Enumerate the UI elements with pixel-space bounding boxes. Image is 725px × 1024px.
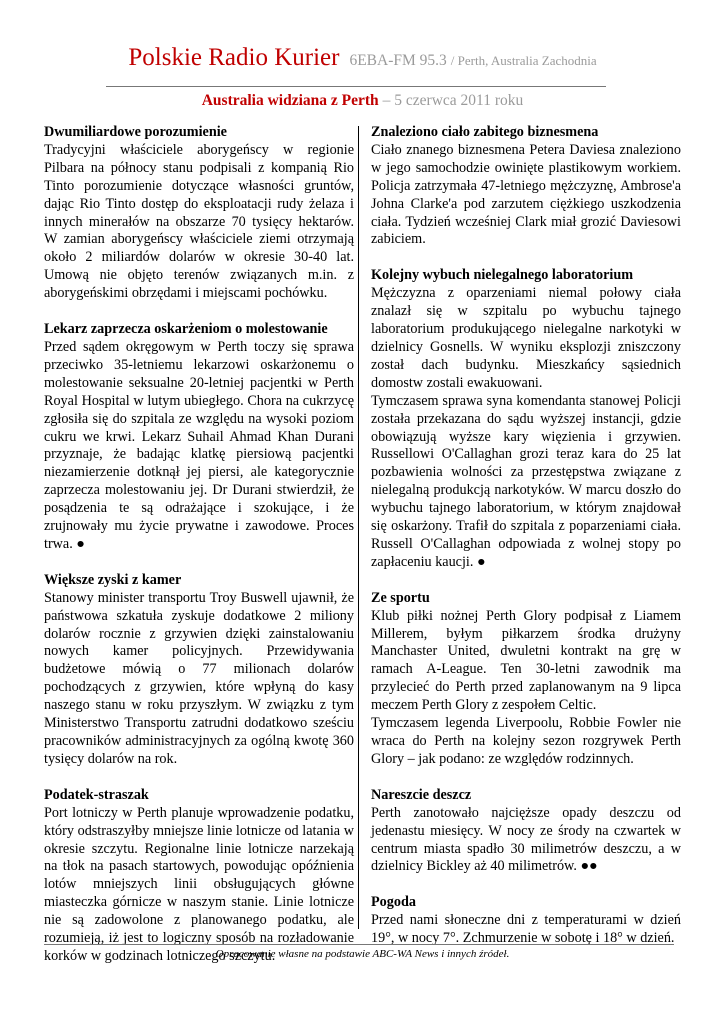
article (44, 321, 354, 554)
left-column (44, 124, 354, 984)
article-heading: Ze sportu (371, 589, 430, 606)
right-column (371, 124, 681, 966)
masthead-location: / Perth, Australia Zachodnia (450, 53, 597, 68)
article-paragraph: Tymczasem legenda Liverpoolu, Robbie Fowler nie wraca do Perth na kolejny sezon rozgrywek Perth Glory – jak podano: ze względów rodzinnych. (371, 715, 681, 767)
article (44, 124, 354, 303)
article (44, 787, 354, 966)
article (371, 124, 681, 249)
masthead (0, 44, 725, 72)
article-paragraph: Perth zanotowało najcięższe opady deszczu od jedenastu miesięcy. W nocy ze środy na czwartek w centrum miasta spadło 30 milimetrów deszczu, a w dzielnicy Bickley aż 40 milimetrów. ●● (371, 804, 681, 875)
header-divider (106, 86, 606, 87)
article-paragraph: Port lotniczy w Perth planuje wprowadzenie podatku, który odstraszyłby mniejsze linie lotnicze od latania w okresie szczytu. Regionalne linie lotnicze narzekają na tłok na pasach startowych, powodując opóźnienia lotów mniejszych linii obsługujących główne miasteczka górnicze w naszym stanie. Linie lotnicze nie są zadowolone z planowanego podatku, ale rozumieją, iż jest to logiczny sposób na rozładowanie korków w godzinach lotniczego szczytu. (44, 804, 354, 964)
article-paragraph: Ciało znanego biznesmena Petera Daviesa znaleziono w jego samochodzie owinięte plastikowym workiem. Policja zatrzymała 47-letniego mężczyznę, Ambrose'a Johna Clarke'a pod zarzutem ciężkiego uszkodzenia ciała. Tydzień wcześniej Clark miał grozić Daviesowi zabiciem. (371, 141, 681, 248)
article-paragraph: Przed sądem okręgowym w Perth toczy się sprawa przeciwko 35-letniemu lekarzowi oskarżonemu o molestowanie seksualne 20-letniej pacjentki w Perth Royal Hospital w lutym ubiegłego. Chora na cukrzycę zgłosiła się do szpitala ze względu na wysoki poziom cukru we krwi. Lekarz Suhail Ahmad Khan Durani przyznaje, że badając klatkę piersiową pacjentki niezamierzenie dotknął jej piersi, ale kategorycznie zaprzecza molestowaniu jej. Dr Durani stwierdził, że posądzenia te są odrażające i szokujące, i że zrujnowały mu życie prywatne i zawodowe. Proces trwa. ● (44, 338, 354, 552)
issue-date: – 5 czerwca 2011 roku (382, 92, 524, 109)
article-heading: Podatek-straszak (44, 786, 149, 803)
masthead-station: 6EBA-FM 95.3 (349, 52, 447, 69)
article-paragraph: Stanowy minister transportu Troy Buswell ujawnił, że państwowa szkatuła zyskuje dodatkowe 2 miliony dolarów rocznie z grzywien dzięki zainstalowaniu nowych kamer policyjnych. Przewidywania budżetowe mówią o 77 milionach dolarów pochodzących z grzywien, które wpłyną do kasy naszego stanu w roku przyszłym. W związku z tym Ministerstwo Transportu zatrudni dodatkowo sześciu pracowników administracyjnych za ogólną kwotę 360 tysięcy dolarów na rok. (44, 589, 354, 767)
article-paragraph: Tymczasem sprawa syna komendanta stanowej Policji została przekazana do sądu wyższej instancji, gdzie obowiązują wyższe kary więzienia i grzywien. Russellowi O'Callaghan grozi teraz kara do 25 lat pozbawienia wolności za przestępstwa związane z nielegalną produkcją narkotyków. W marcu doszło do wybuchu tajnego laboratorium, w którym znajdował się oskarżony. Trafił do szpitala z poparzeniami ciała. Russell O'Callaghan odpowiada z wolnej stopy po zapłaceniu kaucji. ● (371, 392, 681, 570)
article (371, 894, 681, 948)
article-heading: Kolejny wybuch nielegalnego laboratorium (371, 267, 634, 284)
article-heading: Nareszcie deszcz (371, 786, 472, 803)
article (371, 590, 681, 769)
masthead-brand: Polskie Radio Kurier (128, 44, 340, 71)
article-paragraph: Mężczyzna z oparzeniami niemal połowy ciała znalazł się w szpitalu po wybuchu tajnego laboratorium produkującego nielegalne narkotyki w dzielnicy Gosnells. W wyniku eksplozji zniszczony został dach budynku. Mieszkańcy sąsiednich domostw zostali ewakuowani. (371, 285, 681, 391)
issue-title: Australia widziana z Perth (201, 92, 379, 109)
article-heading: Lekarz zaprzecza oskarżeniom o molestowanie (44, 321, 328, 338)
article-heading: Dwumiliardowe porozumienie (44, 124, 227, 140)
article-paragraph: Tradycyjni właściciele aborygeńscy w regionie Pilbara na północy stanu podpisali z kompanią Rio Tinto porozumienie dotyczące własności gruntów, dając Rio Tinto dostęp do eksploatacji rudy żelaza i innych minerałów na obszarze 70 tysięcy hektarów. W zamian aborygeńscy właściciele ziemi otrzymają około 2 miliardów dolarów w okresie 30-40 lat. Umową nie objęto terenów związanych m.in. z aborygeńskimi obrzędami i miejscami pochówku. (44, 141, 354, 302)
article (44, 572, 354, 769)
column-divider (358, 126, 359, 929)
footer-divider (44, 944, 674, 945)
issue-subtitle (0, 92, 725, 110)
article-heading: Znaleziono ciało zabitego biznesmena (371, 124, 599, 140)
article (371, 787, 681, 877)
article-paragraph: Przed nami słoneczne dni z temperaturami w dzień 19°, w nocy 7°. Zchmurzenie w sobotę i 18° w dzień. (371, 912, 681, 947)
article (371, 267, 681, 571)
article-heading: Większe zyski z kamer (44, 571, 182, 588)
article-heading: Pogoda (371, 894, 416, 911)
footer-note: Opracowanie własne na podstawie ABC-WA News i innych źródeł. (215, 948, 510, 960)
article-paragraph: Klub piłki nożnej Perth Glory podpisał z Liamem Millerem, byłym piłkarzem środka drużyny Manchaster United, dwuletni kontrakt na grę w ramach A-League. Ten 30-letni zawodnik ma przylecieć do Perth przed zaplanowanym na 9 lipca meczem Perth Glory z zespołem Celtic. (371, 607, 681, 714)
